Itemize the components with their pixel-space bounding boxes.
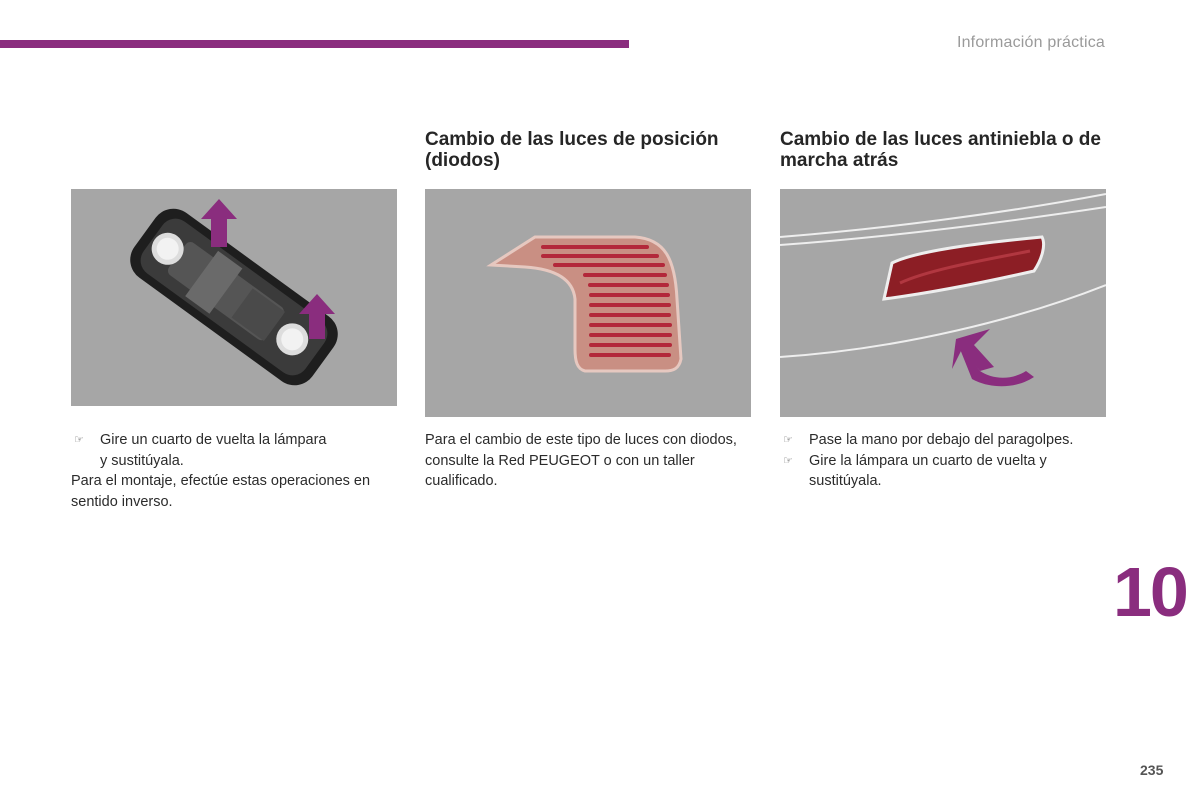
pointing-hand-icon: ☞ <box>74 434 84 446</box>
bullet-item <box>780 430 1110 451</box>
chapter-number: 10 <box>1113 553 1187 631</box>
bullet-text: Gire la lámpara un cuarto de vuelta y sustitúyala. <box>809 452 1047 489</box>
bullet-item <box>71 430 401 471</box>
column-2-text <box>425 430 755 492</box>
bullet-text-line1: Gire un cuarto de vuelta la lámpara <box>100 432 327 448</box>
rear-lamp-holder-with-bulbs-icon <box>71 189 397 406</box>
paragraph: Para el cambio de este tipo de luces con diodos, consulte la Red PEUGEOT o con un taller cualificado. <box>425 432 737 489</box>
fog-light-illustration <box>780 189 1106 417</box>
pointing-hand-icon: ☞ <box>783 454 793 467</box>
lamp-holder-illustration <box>71 189 397 406</box>
paragraph: Para el montaje, efectúe estas operaciones en sentido inverso. <box>71 473 371 510</box>
bullet-item <box>780 451 1110 492</box>
bullet-text: Pase la mano por debajo del paragolpes. <box>809 432 1074 448</box>
section-label: Información práctica <box>956 34 1105 51</box>
rear-fog-light-bumper-icon <box>780 189 1106 417</box>
pointing-hand-icon: ☞ <box>783 434 793 446</box>
led-light-illustration <box>425 189 751 417</box>
bullet-text-line2: y sustitúyala. <box>100 452 184 469</box>
column-1-text <box>71 430 401 512</box>
top-accent-bar <box>0 40 629 48</box>
led-tail-light-icon <box>425 189 751 417</box>
section-heading: Cambio de las luces antiniebla o de marcha atrás <box>780 129 1101 171</box>
page-number: 235 <box>1140 762 1164 778</box>
section-heading: Cambio de las luces de posición (diodos) <box>425 129 719 171</box>
column-3-text <box>780 430 1110 492</box>
